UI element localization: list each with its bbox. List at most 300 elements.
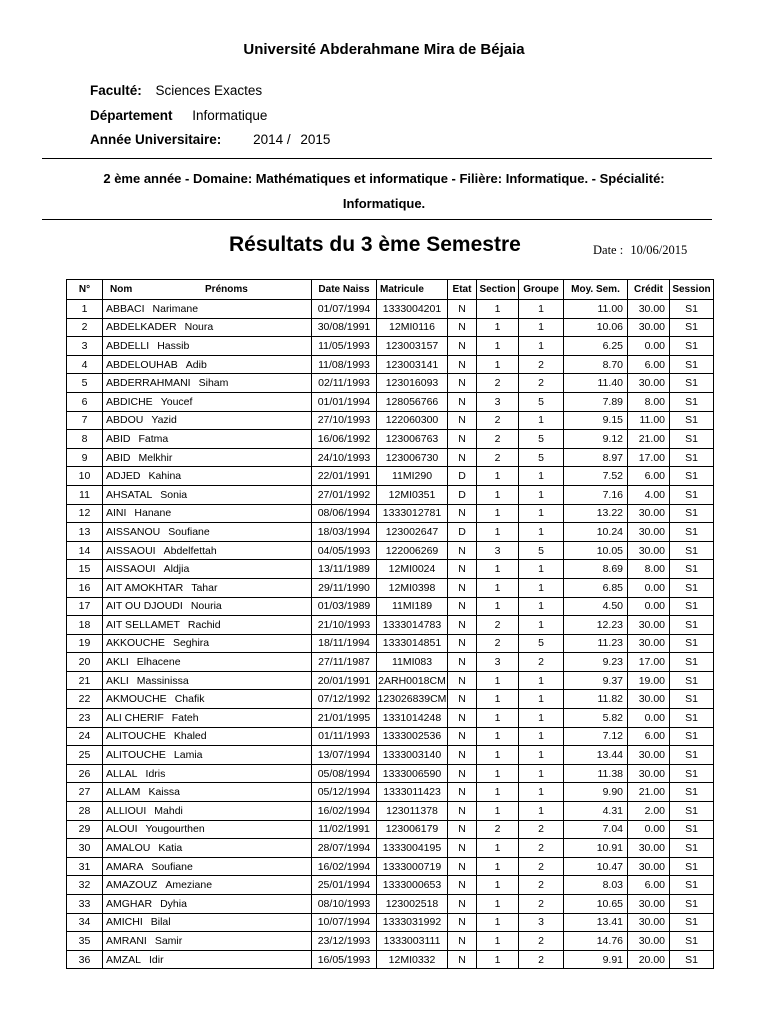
cell-session: S1 <box>670 374 714 393</box>
cell-name <box>103 616 312 635</box>
cell-etat: N <box>448 913 477 932</box>
cell-matricule: 1333011423 <box>377 783 448 802</box>
cell-date: 21/10/1993 <box>312 616 377 635</box>
cell-groupe: 1 <box>519 764 564 783</box>
cell-name <box>103 392 312 411</box>
cell-section: 1 <box>477 857 519 876</box>
cell-credit: 6.00 <box>628 355 670 374</box>
cell-groupe: 1 <box>519 523 564 542</box>
cell-moy: 11.23 <box>564 634 628 653</box>
table-row <box>67 802 714 821</box>
cell-nom: AHSATAL <box>106 488 153 501</box>
cell-etat: N <box>448 374 477 393</box>
table-row <box>67 597 714 616</box>
cell-credit: 21.00 <box>628 783 670 802</box>
cell-groupe: 1 <box>519 671 564 690</box>
cell-credit: 17.00 <box>628 448 670 467</box>
cell-nom: AMARA <box>106 860 144 873</box>
cell-groupe: 1 <box>519 318 564 337</box>
cell-section: 2 <box>477 411 519 430</box>
date-stamp <box>593 243 687 258</box>
cell-matricule: 1333004195 <box>377 839 448 858</box>
cell-etat: N <box>448 634 477 653</box>
cell-section: 1 <box>477 727 519 746</box>
cell-num: 22 <box>67 690 103 709</box>
cell-section: 1 <box>477 802 519 821</box>
cell-moy: 9.37 <box>564 671 628 690</box>
col-header-etat: Etat <box>448 280 477 300</box>
cell-etat: N <box>448 802 477 821</box>
table-row <box>67 337 714 356</box>
cell-credit: 6.00 <box>628 467 670 486</box>
table-row <box>67 318 714 337</box>
cell-session: S1 <box>670 857 714 876</box>
cell-etat: N <box>448 783 477 802</box>
cell-nom: AIT AMOKHTAR <box>106 581 184 594</box>
results-table <box>66 279 714 969</box>
cell-name <box>103 746 312 765</box>
cell-date: 16/06/1992 <box>312 430 377 449</box>
cell-session: S1 <box>670 709 714 728</box>
cell-prenom: Lamia <box>173 749 203 762</box>
cell-num: 31 <box>67 857 103 876</box>
cell-credit: 8.00 <box>628 392 670 411</box>
cell-moy: 10.47 <box>564 857 628 876</box>
cell-session: S1 <box>670 802 714 821</box>
cell-date: 11/08/1993 <box>312 355 377 374</box>
cell-moy: 6.85 <box>564 578 628 597</box>
cell-moy: 11.82 <box>564 690 628 709</box>
cell-moy: 8.69 <box>564 560 628 579</box>
cell-prenom: Adib <box>185 358 207 371</box>
cell-etat: N <box>448 932 477 951</box>
cell-name <box>103 374 312 393</box>
col-header-matricule: Matricule <box>377 280 448 300</box>
cell-nom: AKKOUCHE <box>106 637 165 650</box>
table-row <box>67 392 714 411</box>
cell-prenom: Sonia <box>160 488 188 501</box>
cell-groupe: 2 <box>519 355 564 374</box>
cell-date: 30/08/1991 <box>312 318 377 337</box>
cell-groupe: 5 <box>519 430 564 449</box>
cell-matricule: 123011378 <box>377 802 448 821</box>
cell-nom: ALLAL <box>106 767 138 780</box>
cell-section: 1 <box>477 746 519 765</box>
cell-nom: ABDOU <box>106 414 144 427</box>
cell-date: 13/07/1994 <box>312 746 377 765</box>
cell-name <box>103 467 312 486</box>
col-header-credit: Crédit <box>628 280 670 300</box>
cell-matricule: 12MI0351 <box>377 485 448 504</box>
cell-section: 1 <box>477 764 519 783</box>
cell-num: 25 <box>67 746 103 765</box>
cell-etat: D <box>448 485 477 504</box>
cell-session: S1 <box>670 430 714 449</box>
cell-prenom: Massinissa <box>136 674 189 687</box>
cell-num: 32 <box>67 876 103 895</box>
table-header-row <box>67 280 714 300</box>
cell-section: 1 <box>477 895 519 914</box>
cell-name <box>103 913 312 932</box>
cell-num: 19 <box>67 634 103 653</box>
cell-prenom: Bilal <box>150 916 171 929</box>
cell-etat: N <box>448 727 477 746</box>
cell-name <box>103 430 312 449</box>
cell-date: 18/03/1994 <box>312 523 377 542</box>
cell-num: 20 <box>67 653 103 672</box>
cell-nom: ABDELKADER <box>106 321 177 334</box>
divider-bottom <box>42 219 712 220</box>
cell-moy: 11.38 <box>564 764 628 783</box>
cell-matricule: 123006763 <box>377 430 448 449</box>
cell-name <box>103 653 312 672</box>
cell-date: 18/11/1994 <box>312 634 377 653</box>
col-header-moy: Moy. Sem. <box>564 280 628 300</box>
cell-moy: 13.22 <box>564 504 628 523</box>
cell-matricule: 123003141 <box>377 355 448 374</box>
cell-section: 1 <box>477 300 519 319</box>
cell-matricule: 123002518 <box>377 895 448 914</box>
cell-prenom: Hanane <box>134 507 172 520</box>
cell-nom: ABBACI <box>106 302 145 315</box>
cell-session: S1 <box>670 671 714 690</box>
cell-session: S1 <box>670 448 714 467</box>
cell-etat: N <box>448 746 477 765</box>
cell-matricule: 122060300 <box>377 411 448 430</box>
cell-section: 3 <box>477 392 519 411</box>
cell-section: 1 <box>477 709 519 728</box>
cell-matricule: 123003157 <box>377 337 448 356</box>
cell-date: 28/07/1994 <box>312 839 377 858</box>
cell-credit: 0.00 <box>628 578 670 597</box>
cell-date: 22/01/1991 <box>312 467 377 486</box>
cell-prenom: Seghira <box>172 637 210 650</box>
year-label: Année Universitaire: <box>90 132 222 147</box>
cell-prenom: Noura <box>184 321 214 334</box>
cell-session: S1 <box>670 541 714 560</box>
cell-name <box>103 504 312 523</box>
table-row <box>67 467 714 486</box>
cell-date: 01/11/1993 <box>312 727 377 746</box>
table-row <box>67 616 714 635</box>
cell-date: 23/12/1993 <box>312 932 377 951</box>
cell-etat: N <box>448 448 477 467</box>
cell-date: 11/02/1991 <box>312 820 377 839</box>
cell-etat: N <box>448 560 477 579</box>
cell-etat: N <box>448 895 477 914</box>
cell-prenom: Melkhir <box>138 451 173 464</box>
table-row <box>67 374 714 393</box>
cell-matricule: 1333002536 <box>377 727 448 746</box>
cell-matricule: 123006730 <box>377 448 448 467</box>
cell-date: 04/05/1993 <box>312 541 377 560</box>
cell-groupe: 1 <box>519 485 564 504</box>
cell-section: 1 <box>477 597 519 616</box>
cell-num: 16 <box>67 578 103 597</box>
cell-prenom: Aldjia <box>163 563 190 576</box>
faculty-value: Sciences Exactes <box>155 83 263 98</box>
cell-credit: 0.00 <box>628 820 670 839</box>
col-header-section: Section <box>477 280 519 300</box>
cell-prenom: Mahdi <box>154 804 183 817</box>
cell-prenom: Kahina <box>148 470 182 483</box>
cell-nom: AIT OU DJOUDI <box>106 600 183 613</box>
cell-num: 21 <box>67 671 103 690</box>
cell-prenom: Tahar <box>191 581 218 594</box>
cell-etat: N <box>448 541 477 560</box>
table-row <box>67 355 714 374</box>
cell-credit: 8.00 <box>628 560 670 579</box>
cell-session: S1 <box>670 392 714 411</box>
cell-groupe: 1 <box>519 746 564 765</box>
cell-etat: N <box>448 950 477 969</box>
cell-section: 2 <box>477 616 519 635</box>
cell-matricule: 1333031992 <box>377 913 448 932</box>
cell-name <box>103 411 312 430</box>
cell-name <box>103 727 312 746</box>
cell-groupe: 2 <box>519 374 564 393</box>
cell-moy: 11.40 <box>564 374 628 393</box>
cell-prenom: Abdelfettah <box>163 544 217 557</box>
cell-etat: N <box>448 300 477 319</box>
cell-credit: 30.00 <box>628 913 670 932</box>
table-row <box>67 727 714 746</box>
cell-credit: 21.00 <box>628 430 670 449</box>
cell-session: S1 <box>670 578 714 597</box>
cell-prenom: Soufiane <box>168 525 210 538</box>
cell-groupe: 2 <box>519 653 564 672</box>
cell-etat: N <box>448 839 477 858</box>
cell-credit: 30.00 <box>628 932 670 951</box>
cell-num: 26 <box>67 764 103 783</box>
cell-nom: AKLI <box>106 656 129 669</box>
cell-num: 36 <box>67 950 103 969</box>
cell-matricule: 11MI290 <box>377 467 448 486</box>
cell-date: 10/07/1994 <box>312 913 377 932</box>
cell-nom: ALOUI <box>106 823 138 836</box>
cell-moy: 10.06 <box>564 318 628 337</box>
cell-etat: N <box>448 504 477 523</box>
cell-section: 2 <box>477 634 519 653</box>
cell-name <box>103 485 312 504</box>
cell-etat: N <box>448 690 477 709</box>
table-row <box>67 950 714 969</box>
cell-credit: 30.00 <box>628 374 670 393</box>
cell-etat: D <box>448 523 477 542</box>
cell-prenom: Yazid <box>151 414 177 427</box>
cell-credit: 0.00 <box>628 597 670 616</box>
cell-session: S1 <box>670 764 714 783</box>
date-value: 10/06/2015 <box>630 243 688 257</box>
cell-prenom: Hassib <box>157 339 190 352</box>
table-row <box>67 634 714 653</box>
cell-moy: 9.23 <box>564 653 628 672</box>
table-row <box>67 857 714 876</box>
cell-groupe: 5 <box>519 541 564 560</box>
cell-num: 18 <box>67 616 103 635</box>
cell-prenom: Soufiane <box>151 860 193 873</box>
cell-moy: 9.15 <box>564 411 628 430</box>
cell-credit: 6.00 <box>628 876 670 895</box>
year-separator: / <box>286 132 291 147</box>
cell-session: S1 <box>670 597 714 616</box>
department-label: Département <box>90 108 173 123</box>
cell-prenom: Khaled <box>173 730 207 743</box>
cell-num: 5 <box>67 374 103 393</box>
cell-moy: 5.82 <box>564 709 628 728</box>
cell-num: 1 <box>67 300 103 319</box>
cell-nom: ABID <box>106 432 131 445</box>
cell-groupe: 1 <box>519 709 564 728</box>
divider-top <box>42 158 712 159</box>
cell-matricule: 1333000719 <box>377 857 448 876</box>
cell-section: 1 <box>477 467 519 486</box>
cell-groupe: 1 <box>519 467 564 486</box>
cell-session: S1 <box>670 653 714 672</box>
date-label: Date : <box>593 243 624 257</box>
cell-matricule: 1333014851 <box>377 634 448 653</box>
table-row <box>67 820 714 839</box>
cell-credit: 30.00 <box>628 839 670 858</box>
cell-moy: 7.04 <box>564 820 628 839</box>
cell-prenom: Samir <box>154 934 183 947</box>
cell-groupe: 1 <box>519 597 564 616</box>
year-end: 2015 <box>300 132 331 147</box>
cell-credit: 30.00 <box>628 895 670 914</box>
cell-etat: N <box>448 653 477 672</box>
cell-name <box>103 318 312 337</box>
cell-groupe: 5 <box>519 448 564 467</box>
cell-num: 13 <box>67 523 103 542</box>
cell-moy: 4.31 <box>564 802 628 821</box>
cell-date: 29/11/1990 <box>312 578 377 597</box>
cell-etat: N <box>448 318 477 337</box>
table-row <box>67 709 714 728</box>
cell-section: 3 <box>477 541 519 560</box>
cell-moy: 7.89 <box>564 392 628 411</box>
cell-num: 2 <box>67 318 103 337</box>
table-row <box>67 895 714 914</box>
cell-num: 9 <box>67 448 103 467</box>
cell-session: S1 <box>670 634 714 653</box>
cell-section: 1 <box>477 337 519 356</box>
cell-moy: 7.12 <box>564 727 628 746</box>
col-header-name <box>103 280 312 300</box>
cell-date: 21/01/1995 <box>312 709 377 728</box>
cell-prenom: Yougourthen <box>145 823 205 836</box>
cell-session: S1 <box>670 839 714 858</box>
cell-credit: 30.00 <box>628 746 670 765</box>
cell-nom: ABDICHE <box>106 395 153 408</box>
cell-prenom: Nouria <box>190 600 222 613</box>
cell-session: S1 <box>670 355 714 374</box>
cell-num: 12 <box>67 504 103 523</box>
cell-prenom: Chafik <box>174 693 205 706</box>
cell-moy: 8.97 <box>564 448 628 467</box>
cell-section: 1 <box>477 560 519 579</box>
cell-num: 7 <box>67 411 103 430</box>
table-row <box>67 578 714 597</box>
cell-etat: N <box>448 578 477 597</box>
faculty-line <box>90 83 262 98</box>
cell-date: 01/07/1994 <box>312 300 377 319</box>
cell-etat: N <box>448 709 477 728</box>
cell-credit: 19.00 <box>628 671 670 690</box>
col-header-num: N° <box>67 280 103 300</box>
cell-date: 05/08/1994 <box>312 764 377 783</box>
cell-name <box>103 560 312 579</box>
cell-moy: 10.24 <box>564 523 628 542</box>
cell-matricule: 11MI189 <box>377 597 448 616</box>
cell-prenom: Idir <box>149 953 164 966</box>
cell-session: S1 <box>670 485 714 504</box>
cell-num: 14 <box>67 541 103 560</box>
cell-nom: AISSAOUI <box>106 563 156 576</box>
cell-groupe: 2 <box>519 895 564 914</box>
cell-date: 27/11/1987 <box>312 653 377 672</box>
cell-prenom: Siham <box>198 377 229 390</box>
program-line-2: Informatique. <box>342 196 426 211</box>
cell-date: 08/06/1994 <box>312 504 377 523</box>
cell-prenom: Rachid <box>187 618 221 631</box>
cell-nom: ABDELLI <box>106 339 150 352</box>
cell-num: 28 <box>67 802 103 821</box>
cell-date: 16/05/1993 <box>312 950 377 969</box>
cell-num: 33 <box>67 895 103 914</box>
cell-moy: 10.91 <box>564 839 628 858</box>
cell-nom: AIT SELLAMET <box>106 618 180 631</box>
cell-name <box>103 783 312 802</box>
cell-session: S1 <box>670 895 714 914</box>
cell-credit: 30.00 <box>628 857 670 876</box>
cell-session: S1 <box>670 876 714 895</box>
cell-matricule: 12MI0116 <box>377 318 448 337</box>
cell-date: 20/01/1991 <box>312 671 377 690</box>
university-title: Université Abderahmane Mira de Béjaia <box>243 41 525 58</box>
cell-credit: 0.00 <box>628 709 670 728</box>
cell-moy: 13.41 <box>564 913 628 932</box>
cell-section: 1 <box>477 876 519 895</box>
col-header-session: Session <box>670 280 714 300</box>
cell-prenom: Kaissa <box>148 786 180 799</box>
cell-matricule: 1333004201 <box>377 300 448 319</box>
cell-section: 1 <box>477 690 519 709</box>
cell-prenom: Narimane <box>152 302 199 315</box>
cell-etat: N <box>448 430 477 449</box>
cell-groupe: 2 <box>519 932 564 951</box>
cell-credit: 6.00 <box>628 727 670 746</box>
cell-matricule: 12MI0398 <box>377 578 448 597</box>
cell-name <box>103 578 312 597</box>
cell-moy: 8.03 <box>564 876 628 895</box>
cell-credit: 30.00 <box>628 300 670 319</box>
cell-credit: 30.00 <box>628 634 670 653</box>
cell-section: 1 <box>477 932 519 951</box>
cell-session: S1 <box>670 411 714 430</box>
col-header-nom: Nom <box>110 284 133 295</box>
cell-matricule: 123006179 <box>377 820 448 839</box>
cell-session: S1 <box>670 523 714 542</box>
cell-name <box>103 671 312 690</box>
cell-nom: ABDELOUHAB <box>106 358 178 371</box>
cell-section: 1 <box>477 523 519 542</box>
cell-moy: 10.65 <box>564 895 628 914</box>
cell-name <box>103 300 312 319</box>
cell-num: 24 <box>67 727 103 746</box>
cell-moy: 13.44 <box>564 746 628 765</box>
cell-date: 24/10/1993 <box>312 448 377 467</box>
cell-etat: N <box>448 857 477 876</box>
